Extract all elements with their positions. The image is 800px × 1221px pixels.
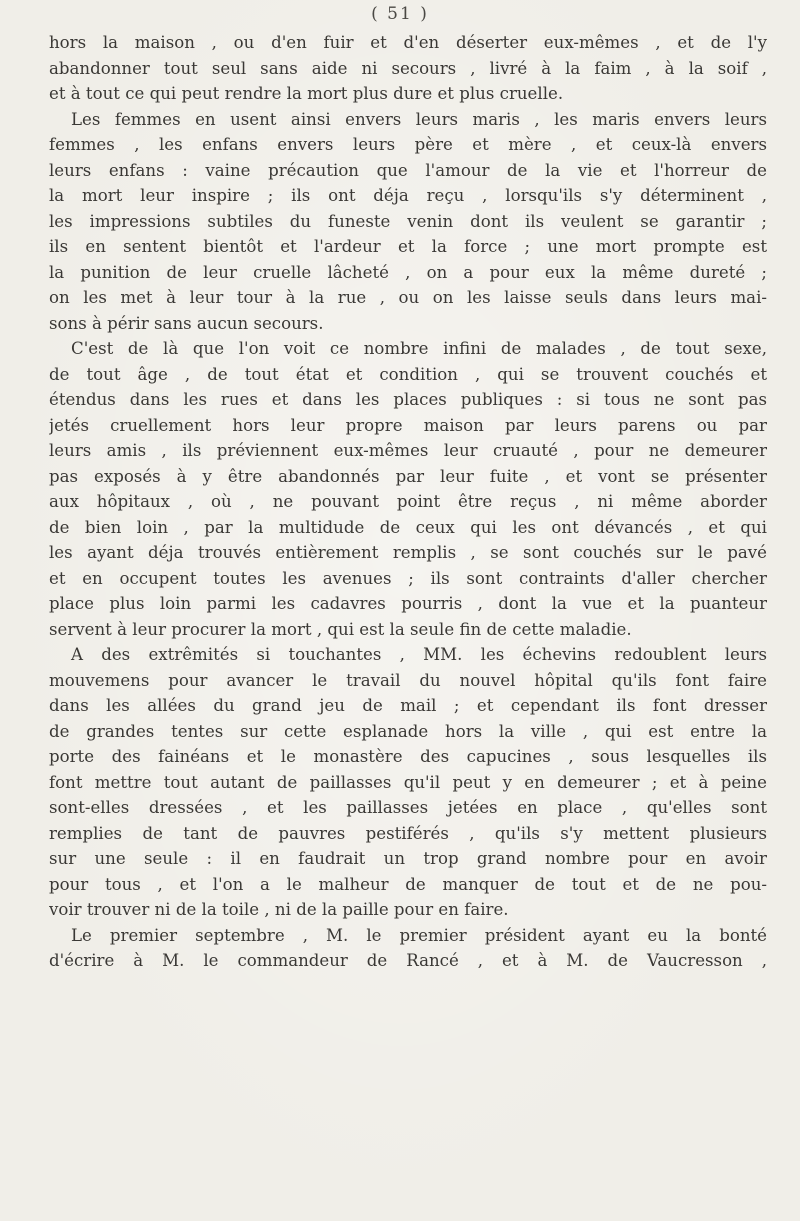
text-line: de bien loin , par la multidude de ceux qui les ont dévancés , et qui — [49, 517, 767, 537]
text-line: abandonner tout seul sans aide ni secours , livré à la faim , à la soif , — [49, 58, 767, 78]
text-line: servent à leur procurer la mort , qui est la seule fin de cette maladie. — [49, 619, 632, 639]
text-line: on les met à leur tour à la rue , ou on les laisse seuls dans leurs mai- — [49, 288, 767, 307]
text-line: sons à périr sans aucun secours. — [49, 313, 324, 333]
text-line: sont-elles dressées , et les paillasses jetées en place , qu'elles sont — [49, 798, 767, 817]
text-line: pour tous , et l'on a le malheur de manquer de tout et de ne pou- — [49, 874, 767, 894]
text-line: C'est de là que l'on voit ce nombre infini de malades , de tout sexe, — [71, 339, 767, 358]
body-text — [49, 30, 767, 974]
page-number: ( 51 ) — [371, 4, 429, 24]
text-line: les ayant déja trouvés entièrement remplis , se sont couchés sur le pavé — [49, 543, 767, 562]
text-line: Les femmes en usent ainsi envers leurs maris , les maris envers leurs — [71, 109, 767, 129]
text-line: de tout âge , de tout état et condition , qui se trouvent couchés et — [49, 364, 767, 384]
text-line: de grandes tentes sur cette esplanade hors la ville , qui est entre la — [49, 721, 767, 741]
text-line: aux hôpitaux , où , ne pouvant point être reçus , ni même aborder — [49, 492, 767, 511]
text-line: porte des fainéans et le monastère des capucines , sous lesquelles ils — [49, 747, 767, 766]
text-line: pas exposés à y être abandonnés par leur fuite , et vont se présenter — [49, 466, 767, 486]
text-line: les impressions subtiles du funeste venin dont ils veulent se garantir ; — [49, 211, 767, 231]
text-line: la mort leur inspire ; ils ont déja reçu , lorsqu'ils s'y déterminent , — [49, 186, 767, 205]
text-line: font mettre tout autant de paillasses qu'il peut y en demeurer ; et à peine — [49, 772, 767, 792]
text-line: remplies de tant de pauvres pestiférés , qu'ils s'y mettent plusieurs — [49, 823, 767, 843]
text-line: femmes , les enfans envers leurs père et mère , et ceux-là envers — [49, 135, 767, 154]
text-line: leurs enfans : vaine précaution que l'amour de la vie et l'horreur de — [49, 160, 767, 180]
text-line: place plus loin parmi les cadavres pourris , dont la vue et la puanteur — [49, 594, 767, 613]
text-line: étendus dans les rues et dans les places publiques : si tous ne sont pas — [49, 390, 767, 409]
text-line: et en occupent toutes les avenues ; ils sont contraints d'aller chercher — [49, 568, 767, 588]
text-line: et à tout ce qui peut rendre la mort plus dure et plus cruelle. — [49, 84, 564, 103]
text-line: A des extrêmités si touchantes , MM. les échevins redoublent leurs — [71, 645, 767, 664]
text-line: Le premier septembre , M. le premier président ayant eu la bonté — [71, 925, 767, 945]
text-line: jetés cruellement hors leur propre maison par leurs parens ou par — [49, 415, 767, 435]
text-line: d'écrire à M. le commandeur de Rancé , et à M. de Vaucresson , — [49, 951, 767, 970]
text-line: ils en sentent bientôt et l'ardeur et la force ; une mort prompte est — [49, 237, 767, 256]
text-line: hors la maison , ou d'en fuir et d'en déserter eux-mêmes , et de l'y — [49, 33, 767, 52]
text-line: la punition de leur cruelle lâcheté , on a pour eux la même dureté ; — [49, 262, 767, 282]
text-line: sur une seule : il en faudrait un trop grand nombre pour en avoir — [49, 849, 767, 868]
text-line: mouvemens pour avancer le travail du nouvel hôpital qu'ils font faire — [49, 670, 767, 690]
text-line: voir trouver ni de la toile , ni de la paille pour en faire. — [49, 900, 509, 919]
text-line: dans les allées du grand jeu de mail ; et cependant ils font dresser — [49, 696, 767, 715]
text-line: leurs amis , ils préviennent eux-mêmes leur cruauté , pour ne demeurer — [49, 441, 767, 460]
